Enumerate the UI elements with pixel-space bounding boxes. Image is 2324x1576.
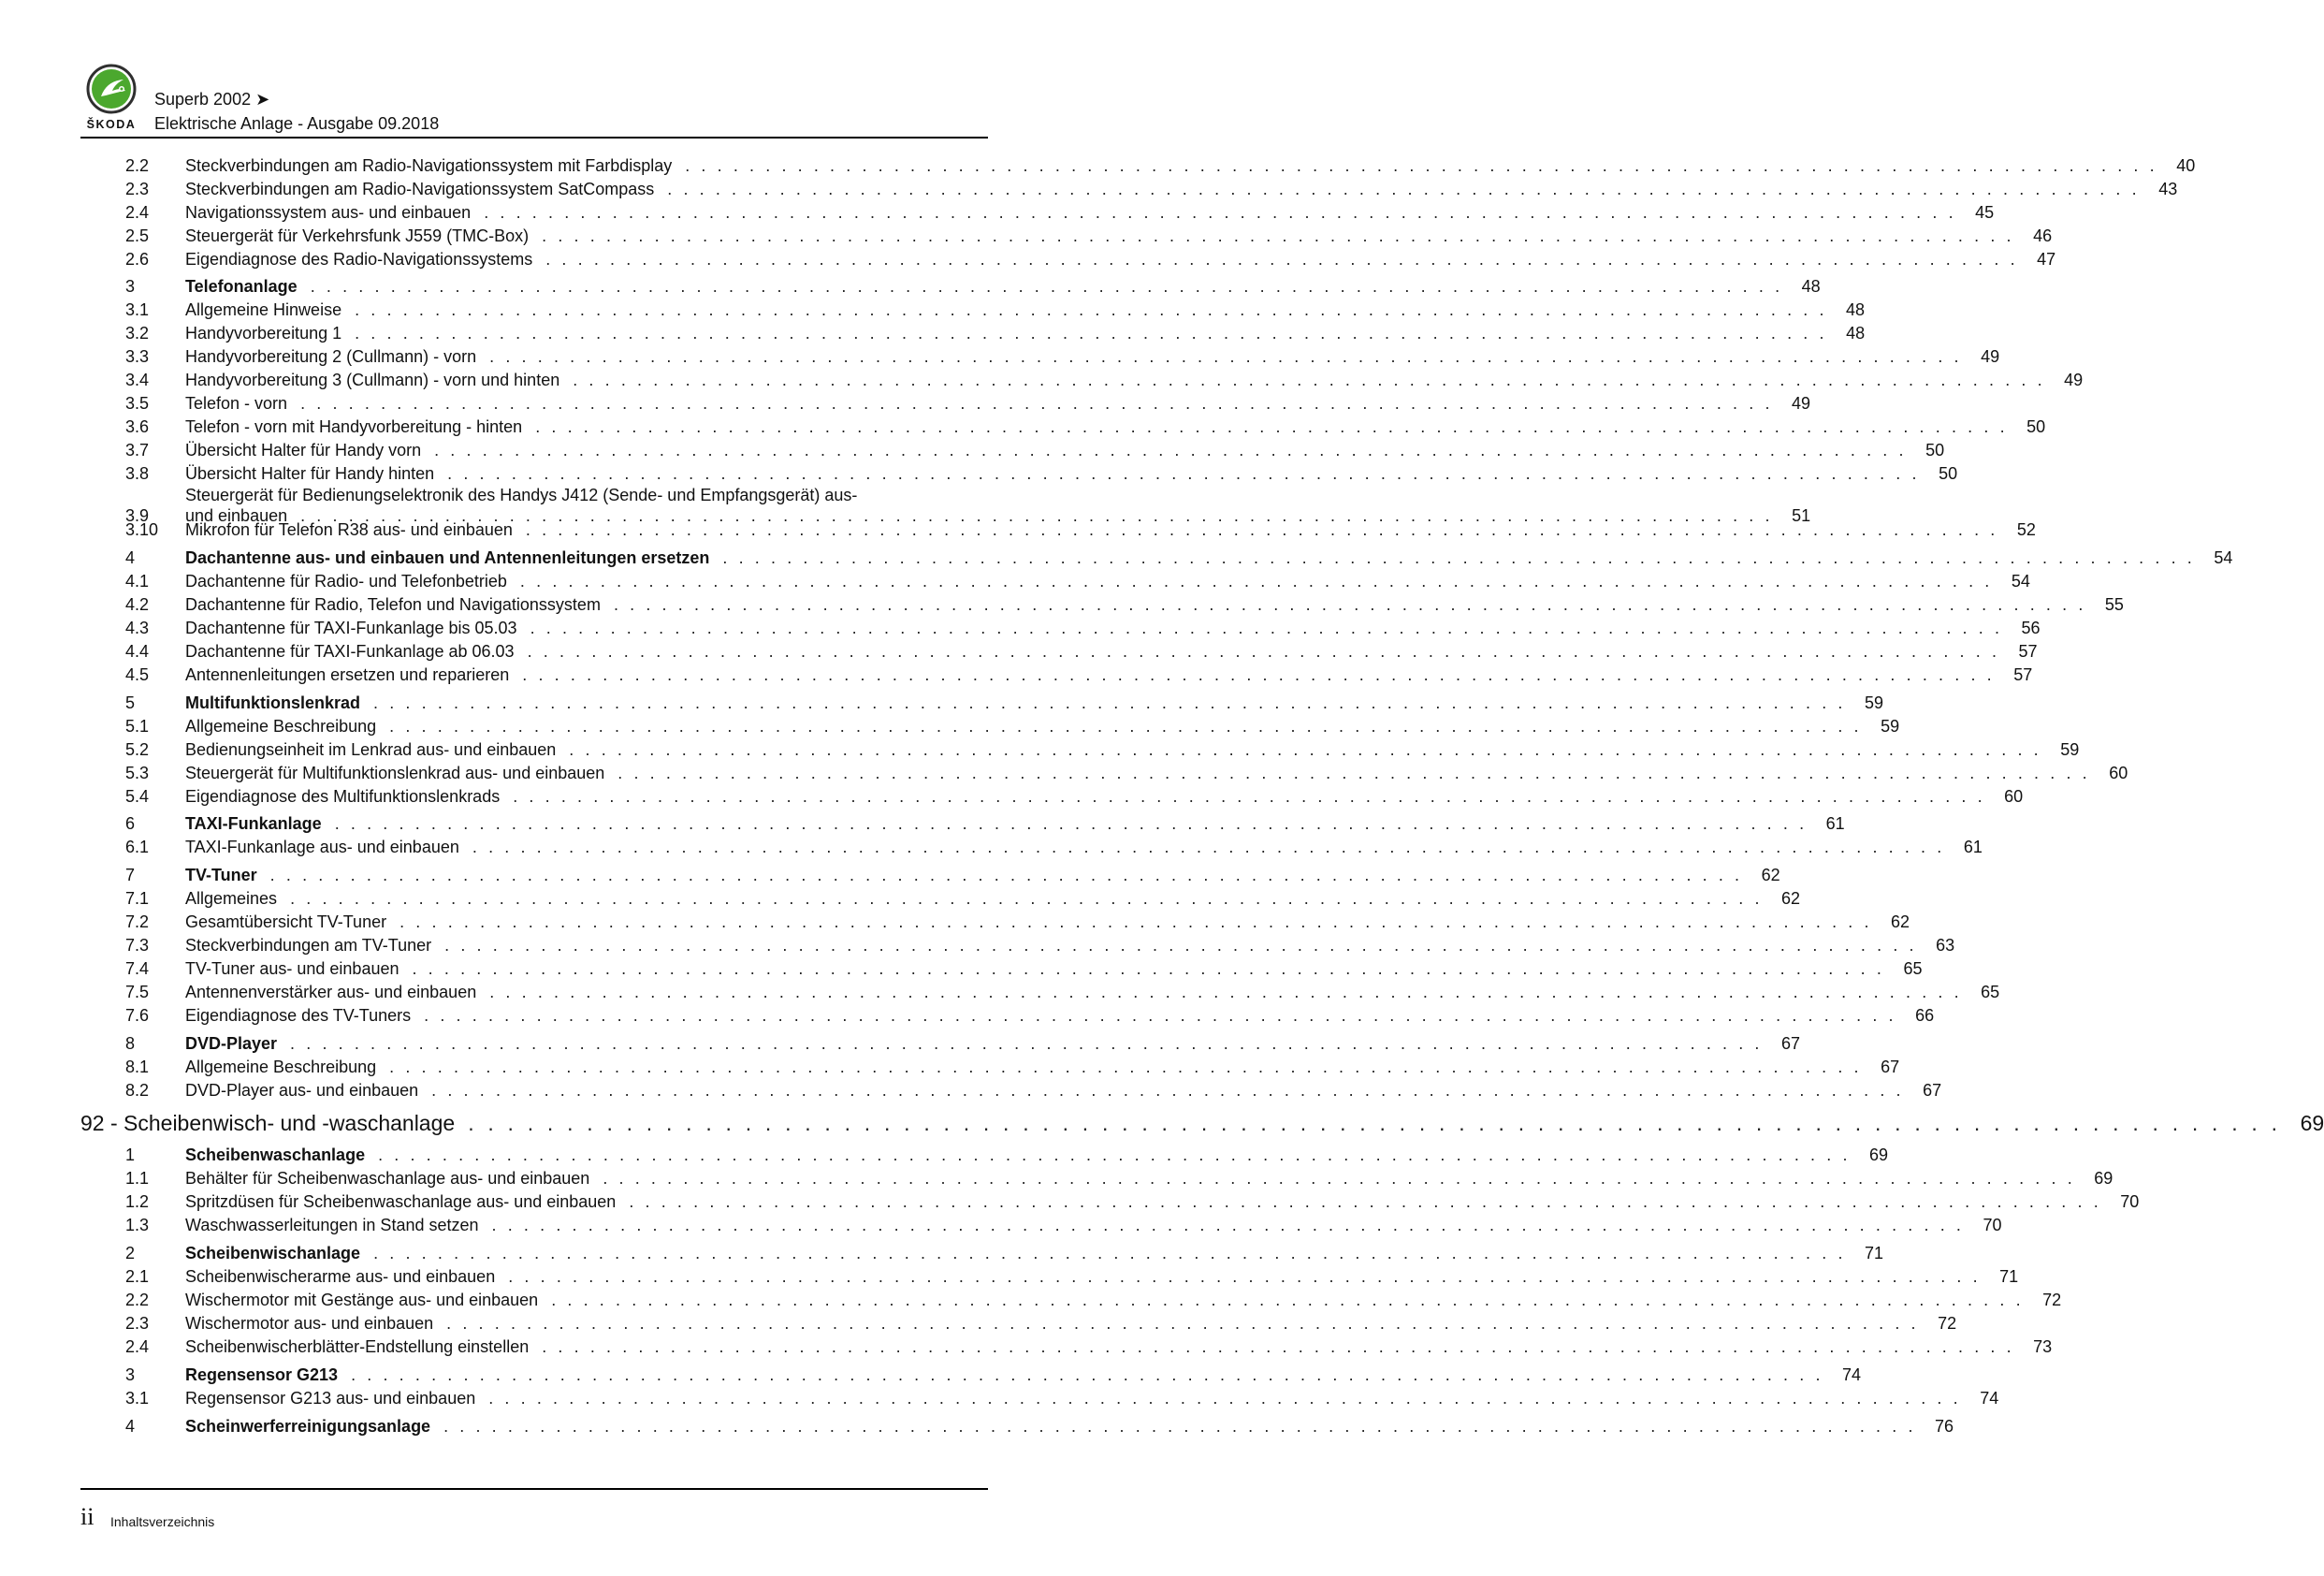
toc-page-number: 69 bbox=[1869, 1146, 1889, 1164]
toc-entry-title: Übersicht Halter für Handy hinten bbox=[185, 464, 435, 483]
toc-leader-dots: . . . . . . . . . . . . . . . . . . . . . . . . . . . . . . . . . . . . . . . . . . . . . . . . . . . . . . . . . . . . . . . . . . . . . . . . . . . . . . . . . . . . . . . . . . . . bbox=[629, 1192, 2102, 1211]
toc-entry[interactable] bbox=[125, 886, 1801, 909]
footer-label: Inhaltsverzeichnis bbox=[110, 1514, 215, 1529]
toc-page-number: 55 bbox=[2104, 595, 2124, 614]
toc-leader-dots: . . . . . . . . . . . . . . . . . . . . . . . . . . . . . . . . . . . . . . . . . . . . . . . . . . . . . . . . . . . . . . . . . . . . . . . . . . . . . . . . . . . . . . . . . . . . bbox=[373, 693, 1846, 712]
toc-page-number: 48 bbox=[1801, 277, 1821, 296]
toc-entry-title: Dachantenne für TAXI-Funkanlage bis 05.03 bbox=[185, 619, 517, 637]
toc-entry-number: 2.4 bbox=[125, 203, 150, 222]
toc-page-number: 66 bbox=[1915, 1006, 1935, 1025]
toc-entry-title: Dachantenne für Radio- und Telefonbetrieb bbox=[185, 572, 507, 591]
toc-leader-dots: . . . . . . . . . . . . . . . . . . . . . . . . . . . . . . . . . . . . . . . . . . . . . . . . . . . . . . . . . . . . . . . . . . . . . . . . . . . . . . . . . . . . . . . . . . . . bbox=[310, 277, 1783, 296]
toc-page-number: 70 bbox=[2120, 1192, 2140, 1211]
toc-entry-number: 4 bbox=[125, 1417, 136, 1436]
toc-entry[interactable] bbox=[125, 153, 2196, 176]
toc-entry[interactable] bbox=[125, 518, 2036, 540]
toc-entry-number: 2.3 bbox=[125, 1314, 150, 1333]
header-rule bbox=[80, 137, 988, 139]
toc-page-number: 62 bbox=[1761, 866, 1780, 884]
toc-entry-title: Allgemeine Beschreibung bbox=[185, 1058, 377, 1076]
toc-leader-dots: . . . . . . . . . . . . . . . . . . . . . . . . . . . . . . . . . . . . . . . . . . . . . . . . . . . . . . . . . . . . . . . . . . . . . . . . . . . . . . . . . . . . . . . . . . . . bbox=[472, 838, 1945, 856]
toc-entry-title: Behälter für Scheibenwaschanlage aus- und einbauen bbox=[185, 1169, 590, 1188]
toc-page-number: 54 bbox=[2011, 572, 2030, 591]
toc-entry-title: Scheibenwaschanlage bbox=[185, 1146, 366, 1164]
toc-page-number: 62 bbox=[1781, 889, 1801, 908]
toc-entry[interactable] bbox=[125, 224, 2053, 246]
toc-entry-title: Antennenleitungen ersetzen und reparieren bbox=[185, 665, 510, 684]
toc-entry-number: 7.2 bbox=[125, 912, 150, 931]
toc-entry[interactable] bbox=[125, 1213, 2002, 1235]
toc-page-number: 63 bbox=[1936, 936, 1955, 955]
toc-entry-number: 7.6 bbox=[125, 1006, 150, 1025]
toc-entry[interactable] bbox=[125, 1335, 2053, 1357]
toc-page-number: 73 bbox=[2033, 1337, 2053, 1356]
toc-page-number: 61 bbox=[1963, 838, 1983, 856]
toc-page-number: 70 bbox=[1983, 1216, 2002, 1234]
toc-entry[interactable] bbox=[125, 761, 2128, 783]
toc-entry-number: 4.5 bbox=[125, 665, 150, 684]
toc-entry[interactable] bbox=[125, 956, 1923, 979]
toc-entry-title: Steuergerät für Multifunktionslenkrad aus- und einbauen bbox=[185, 764, 605, 782]
toc-entry-number: 8 bbox=[125, 1034, 136, 1053]
toc-entry[interactable] bbox=[125, 200, 1995, 223]
toc-page-number: 59 bbox=[1881, 717, 1900, 736]
skoda-logo-icon bbox=[80, 64, 142, 116]
toc-entry-title: Navigationssystem aus- und einbauen bbox=[185, 203, 472, 222]
toc-entry[interactable] bbox=[125, 737, 2080, 760]
toc-entry-number: 6 bbox=[125, 814, 136, 833]
toc-entry-number: 3 bbox=[125, 1365, 136, 1384]
toc-entry-number: 7.1 bbox=[125, 889, 150, 908]
toc-entry-number: 2.6 bbox=[125, 250, 150, 269]
toc-section-entry[interactable] bbox=[125, 1414, 1954, 1437]
toc-entry-title: Allgemeine Hinweise bbox=[185, 300, 342, 319]
toc-entry-title: TAXI-Funkanlage bbox=[185, 814, 322, 833]
toc-entry[interactable] bbox=[125, 1264, 2019, 1287]
toc-leader-dots: . . . . . . . . . . . . . . . . . . . . . . . . . . . . . . . . . . . . . . . . . . . . . . . . . . . . . . . . . . . . . . . . . . . . . . . . . . . . . . . . . . . . . . . . . . . . bbox=[468, 1111, 2282, 1135]
toc-leader-dots: . . . . . . . . . . . . . . . . . . . . . . . . . . . . . . . . . . . . . . . . . . . . . . . . . . . . . . . . . . . . . . . . . . . . . . . . . . . . . . . . . . . . . . . . . . . . bbox=[290, 889, 1764, 908]
toc-entry-number: 2 bbox=[125, 1244, 136, 1262]
toc-entry-number: 6.1 bbox=[125, 838, 150, 856]
toc-page-number: 56 bbox=[2021, 619, 2041, 637]
toc-leader-dots: . . . . . . . . . . . . . . . . . . . . . . . . . . . . . . . . . . . . . . . . . . . . . . . . . . . . . . . . . . . . . . . . . . . . . . . . . . . . . . . . . . . . . . . . . . . . bbox=[300, 394, 1774, 413]
toc-entry-number: 4 bbox=[125, 548, 136, 567]
toc-entry-title: Mikrofon für Telefon R38 aus- und einbauen bbox=[185, 520, 513, 539]
toc-entry-title: Scheibenwischerarme aus- und einbauen bbox=[185, 1267, 496, 1286]
toc-entry-title: Regensensor G213 bbox=[185, 1365, 339, 1384]
toc-page-number: 74 bbox=[1980, 1389, 1999, 1408]
toc-entry-title: Allgemeine Beschreibung bbox=[185, 717, 377, 736]
toc-page-number: 57 bbox=[2018, 642, 2038, 661]
toc-entry-number: 5.2 bbox=[125, 740, 150, 759]
page-number: ii bbox=[80, 1503, 94, 1530]
toc-leader-dots: . . . . . . . . . . . . . . . . . . . . . . . . . . . . . . . . . . . . . . . . . . . . . . . . . . . . . . . . . . . . . . . . . . . . . . . . . . . . . . . . . . . . . . . . . . . . bbox=[530, 619, 2003, 637]
toc-entry[interactable] bbox=[125, 344, 2000, 367]
toc-entry[interactable] bbox=[125, 1078, 1942, 1101]
toc-entry[interactable] bbox=[125, 298, 1866, 320]
toc-entry-number: 4.4 bbox=[125, 642, 150, 661]
toc-entry[interactable] bbox=[125, 616, 2041, 638]
toc-entry-title: Handyvorbereitung 2 (Cullmann) - vorn bbox=[185, 347, 477, 366]
page-header bbox=[80, 64, 988, 137]
toc-section-entry[interactable] bbox=[125, 1241, 1884, 1263]
toc-entry-number: 3.2 bbox=[125, 324, 150, 343]
toc-entry-number: 2.5 bbox=[125, 226, 150, 245]
toc-entry[interactable] bbox=[125, 321, 1866, 343]
toc-section-entry[interactable] bbox=[125, 546, 2233, 568]
toc-page-number: 74 bbox=[1842, 1365, 1862, 1384]
toc-entry[interactable] bbox=[125, 639, 2038, 662]
toc-entry-title: Steuergerät für Bedienungselektronik des Handys J412 (Sende- und Empfangsgerät) aus- bbox=[185, 486, 858, 504]
toc-entry-number: 3.1 bbox=[125, 1389, 150, 1408]
toc-entry[interactable] bbox=[125, 1288, 2062, 1310]
toc-entry-number: 4.1 bbox=[125, 572, 150, 591]
toc-leader-dots: . . . . . . . . . . . . . . . . . . . . . . . . . . . . . . . . . . . . . . . . . . . . . . . . . . . . . . . . . . . . . . . . . . . . . . . . . . . . . . . . . . . . . . . . . . . . bbox=[355, 300, 1828, 319]
toc-entry[interactable] bbox=[125, 1386, 1999, 1408]
toc-entry-number: 5.3 bbox=[125, 764, 150, 782]
toc-page-number: 48 bbox=[1846, 324, 1866, 343]
toc-entry[interactable] bbox=[125, 592, 2124, 615]
toc-leader-dots: . . . . . . . . . . . . . . . . . . . . . . . . . . . . . . . . . . . . . . . . . . . . . . . . . . . . . . . . . . . . . . . . . . . . . . . . . . . . . . . . . . . . . . . . . . . . bbox=[290, 1034, 1764, 1053]
toc-page-number: 62 bbox=[1891, 912, 1910, 931]
toc-entry-number: 1.2 bbox=[125, 1192, 150, 1211]
toc-entry-title: Gesamtübersicht TV-Tuner bbox=[185, 912, 387, 931]
toc-leader-dots: . . . . . . . . . . . . . . . . . . . . . . . . . . . . . . . . . . . . . . . . . . . . . . . . . . . . . . . . . . . . . . . . . . . . . . . . . . . . . . . . . . . . . . . . . . . . bbox=[484, 203, 1957, 222]
toc-leader-dots: . . . . . . . . . . . . . . . . . . . . . . . . . . . . . . . . . . . . . . . . . . . . . . . . . . . . . . . . . . . . . . . . . . . . . . . . . . . . . . . . . . . . . . . . . . . . bbox=[389, 717, 1863, 736]
toc-page-number: 59 bbox=[2060, 740, 2080, 759]
toc-entry-title: Regensensor G213 aus- und einbauen bbox=[185, 1389, 476, 1408]
toc-leader-dots: . . . . . . . . . . . . . . . . . . . . . . . . . . . . . . . . . . . . . . . . . . . . . . . . . . . . . . . . . . . . . . . . . . . . . . . . . . . . . . . . . . . . . . . . . . . . bbox=[424, 1006, 1897, 1025]
toc-entry-number: 5 bbox=[125, 693, 136, 712]
toc-leader-dots: . . . . . . . . . . . . . . . . . . . . . . . . . . . . . . . . . . . . . . . . . . . . . . . . . . . . . . . . . . . . . . . . . . . . . . . . . . . . . . . . . . . . . . . . . . . . bbox=[527, 642, 2000, 661]
toc-entry-title: Wischermotor mit Gestänge aus- und einbauen bbox=[185, 1291, 539, 1309]
toc-leader-dots: . . . . . . . . . . . . . . . . . . . . . . . . . . . . . . . . . . . . . . . . . . . . . . . . . . . . . . . . . . . . . . . . . . . . . . . . . . . . . . . . . . . . . . . . . . . . bbox=[685, 156, 2158, 175]
toc-entry-number: 4.2 bbox=[125, 595, 150, 614]
brand-wordmark: ŠKODA bbox=[86, 118, 137, 131]
toc-entry-number: 8.1 bbox=[125, 1058, 150, 1076]
toc-entry-title: Multifunktionslenkrad bbox=[185, 693, 361, 712]
toc-page-number: 50 bbox=[2026, 417, 2046, 436]
toc-entry-number: 2.3 bbox=[125, 180, 150, 198]
toc-entry-number: 2.2 bbox=[125, 1291, 150, 1309]
toc-leader-dots: . . . . . . . . . . . . . . . . . . . . . . . . . . . . . . . . . . . . . . . . . . . . . . . . . . . . . . . . . . . . . . . . . . . . . . . . . . . . . . . . . . . . . . . . . . . . bbox=[351, 1365, 1824, 1384]
toc-page-number: 71 bbox=[1999, 1267, 2019, 1286]
toc-entry-number: 2.1 bbox=[125, 1267, 150, 1286]
toc-entry-title: Bedienungseinheit im Lenkrad aus- und einbauen bbox=[185, 740, 557, 759]
toc-page-number: 49 bbox=[1792, 394, 1811, 413]
toc-page-number: 65 bbox=[1903, 959, 1923, 978]
toc-leader-dots: . . . . . . . . . . . . . . . . . . . . . . . . . . . . . . . . . . . . . . . . . . . . . . . . . . . . . . . . . . . . . . . . . . . . . . . . . . . . . . . . . . . . . . . . . . . . bbox=[373, 1244, 1847, 1262]
toc-leader-dots: . . . . . . . . . . . . . . . . . . . . . . . . . . . . . . . . . . . . . . . . . . . . . . . . . . . . . . . . . . . . . . . . . . . . . . . . . . . . . . . . . . . . . . . . . . . . bbox=[542, 226, 2015, 245]
toc-entry-title-continued: und einbauen bbox=[185, 506, 288, 525]
toc-leader-dots: . . . . . . . . . . . . . . . . . . . . . . . . . . . . . . . . . . . . . . . . . . . . . . . . . . . . . . . . . . . . . . . . . . . . . . . . . . . . . . . . . . . . . . . . . . . . bbox=[722, 548, 2196, 567]
toc-entry-title: Telefon - vorn bbox=[185, 394, 288, 413]
toc-page-number: 61 bbox=[1825, 814, 1845, 833]
toc-leader-dots: . . . . . . . . . . . . . . . . . . . . . . . . . . . . . . . . . . . . . . . . . . . . . . . . . . . . . . . . . . . . . . . . . . . . . . . . . . . . . . . . . . . . . . . . . . . . bbox=[573, 371, 2046, 389]
toc-page-number: 67 bbox=[1781, 1034, 1801, 1053]
toc-entry-title: DVD-Player bbox=[185, 1034, 278, 1053]
toc-entry-number: 1.3 bbox=[125, 1216, 150, 1234]
toc-leader-dots: . . . . . . . . . . . . . . . . . . . . . . . . . . . . . . . . . . . . . . . . . . . . . . . . . . . . . . . . . . . . . . . . . . . . . . . . . . . . . . . . . . . . . . . . . . . . bbox=[542, 1337, 2015, 1356]
toc-entry-title: TV-Tuner aus- und einbauen bbox=[185, 959, 399, 978]
toc-page-number: 48 bbox=[1846, 300, 1866, 319]
toc-leader-dots: . . . . . . . . . . . . . . . . . . . . . . . . . . . . . . . . . . . . . . . . . . . . . . . . . . . . . . . . . . . . . . . . . . . . . . . . . . . . . . . . . . . . . . . . . . . . bbox=[491, 1216, 1965, 1234]
toc-page-number: 76 bbox=[1935, 1417, 1954, 1436]
toc-leader-dots: . . . . . . . . . . . . . . . . . . . . . . . . . . . . . . . . . . . . . . . . . . . . . . . . . . . . . . . . . . . . . . . . . . . . . . . . . . . . . . . . . . . . . . . . . . . . bbox=[355, 324, 1828, 343]
toc-section-entry[interactable] bbox=[125, 691, 1883, 713]
toc-leader-dots: . . . . . . . . . . . . . . . . . . . . . . . . . . . . . . . . . . . . . . . . . . . . . . . . . . . . . . . . . . . . . . . . . . . . . . . . . . . . . . . . . . . . . . . . . . . . bbox=[613, 595, 2086, 614]
toc-entry[interactable] bbox=[125, 784, 2024, 807]
toc-entry[interactable] bbox=[125, 1055, 1900, 1077]
toc-leader-dots: . . . . . . . . . . . . . . . . . . . . . . . . . . . . . . . . . . . . . . . . . . . . . . . . . . . . . . . . . . . . . . . . . . . . . . . . . . . . . . . . . . . . . . . . . . . . bbox=[525, 520, 1998, 539]
toc-section-entry[interactable] bbox=[125, 1143, 1889, 1165]
toc-leader-dots: . . . . . . . . . . . . . . . . . . . . . . . . . . . . . . . . . . . . . . . . . . . . . . . . . . . . . . . . . . . . . . . . . . . . . . . . . . . . . . . . . . . . . . . . . . . . bbox=[412, 959, 1885, 978]
toc-entry-title: Wischermotor aus- und einbauen bbox=[185, 1314, 434, 1333]
toc-entry-title: Scheibenwischanlage bbox=[185, 1244, 361, 1262]
toc-entry-title: Spritzdüsen für Scheibenwaschanlage aus- und einbauen bbox=[185, 1192, 617, 1211]
toc-leader-dots: . . . . . . . . . . . . . . . . . . . . . . . . . . . . . . . . . . . . . . . . . . . . . . . . . . . . . . . . . . . . . . . . . . . . . . . . . . . . . . . . . . . . . . . . . . . . bbox=[334, 814, 1808, 833]
toc-entry-title: Steuergerät für Verkehrsfunk J559 (TMC-Box) bbox=[185, 226, 530, 245]
toc-entry-number: 5.1 bbox=[125, 717, 150, 736]
toc-entry-number: 1 bbox=[125, 1146, 136, 1164]
toc-leader-dots: . . . . . . . . . . . . . . . . . . . . . . . . . . . . . . . . . . . . . . . . . . . . . . . . . . . . . . . . . . . . . . . . . . . . . . . . . . . . . . . . . . . . . . . . . . . . bbox=[389, 1058, 1863, 1076]
toc-page-number: 69 bbox=[2094, 1169, 2113, 1188]
toc-page-number: 54 bbox=[2214, 548, 2233, 567]
toc-leader-dots: . . . . . . . . . . . . . . . . . . . . . . . . . . . . . . . . . . . . . . . . . . . . . . . . . . . . . . . . . . . . . . . . . . . . . . . . . . . . . . . . . . . . . . . . . . . . bbox=[399, 912, 1873, 931]
toc-entry[interactable] bbox=[125, 177, 2178, 199]
toc-entry-number: 3.4 bbox=[125, 371, 150, 389]
toc-page-number: 52 bbox=[2016, 520, 2036, 539]
toc-leader-dots: . . . . . . . . . . . . . . . . . . . . . . . . . . . . . . . . . . . . . . . . . . . . . . . . . . . . . . . . . . . . . . . . . . . . . . . . . . . . . . . . . . . . . . . . . . . . bbox=[443, 1417, 1917, 1436]
toc-page-number: 60 bbox=[2004, 787, 2024, 806]
toc-entry-title: Eigendiagnose des TV-Tuners bbox=[185, 1006, 412, 1025]
toc-page-number: 46 bbox=[2033, 226, 2053, 245]
footer-rule bbox=[80, 1488, 988, 1490]
toc-leader-dots: . . . . . . . . . . . . . . . . . . . . . . . . . . . . . . . . . . . . . . . . . . . . . . . . . . . . . . . . . . . . . . . . . . . . . . . . . . . . . . . . . . . . . . . . . . . . bbox=[617, 764, 2091, 782]
toc-leader-dots: . . . . . . . . . . . . . . . . . . . . . . . . . . . . . . . . . . . . . . . . . . . . . . . . . . . . . . . . . . . . . . . . . . . . . . . . . . . . . . . . . . . . . . . . . . . . bbox=[667, 180, 2141, 198]
toc-page-number: 71 bbox=[1865, 1244, 1884, 1262]
toc-leader-dots: . . . . . . . . . . . . . . . . . . . . . . . . . . . . . . . . . . . . . . . . . . . . . . . . . . . . . . . . . . . . . . . . . . . . . . . . . . . . . . . . . . . . . . . . . . . . bbox=[551, 1291, 2025, 1309]
toc-section-entry[interactable] bbox=[125, 1363, 1862, 1385]
toc-entry-number: 2.2 bbox=[125, 156, 150, 175]
toc-entry-number: 7.4 bbox=[125, 959, 150, 978]
toc-page-number: 72 bbox=[1938, 1314, 1957, 1333]
toc-leader-dots: . . . . . . . . . . . . . . . . . . . . . . . . . . . . . . . . . . . . . . . . . . . . . . . . . . . . . . . . . . . . . . . . . . . . . . . . . . . . . . . . . . . . . . . . . . . . bbox=[300, 506, 1774, 525]
toc-entry[interactable] bbox=[125, 980, 2000, 1002]
toc-entry-title: Telefonanlage bbox=[185, 277, 298, 296]
toc-entry-number: 3.10 bbox=[125, 520, 159, 539]
toc-page-number: 49 bbox=[2064, 371, 2084, 389]
toc-entry-title: DVD-Player aus- und einbauen bbox=[185, 1081, 419, 1100]
toc-leader-dots: . . . . . . . . . . . . . . . . . . . . . . . . . . . . . . . . . . . . . . . . . . . . . . . . . . . . . . . . . . . . . . . . . . . . . . . . . . . . . . . . . . . . . . . . . . . . bbox=[508, 1267, 1982, 1286]
skoda-logo bbox=[80, 64, 142, 137]
toc-entry-number: 3.6 bbox=[125, 417, 150, 436]
toc-entry-title: Handyvorbereitung 1 bbox=[185, 324, 342, 343]
toc-leader-dots: . . . . . . . . . . . . . . . . . . . . . . . . . . . . . . . . . . . . . . . . . . . . . . . . . . . . . . . . . . . . . . . . . . . . . . . . . . . . . . . . . . . . . . . . . . . . bbox=[569, 740, 2042, 759]
toc-section-entry[interactable] bbox=[125, 811, 1845, 834]
toc-entry-title: Allgemeines bbox=[185, 889, 278, 908]
toc-entry-number: 7 bbox=[125, 866, 136, 884]
toc-page-number: 47 bbox=[2037, 250, 2056, 269]
toc-entry-number: 7.3 bbox=[125, 936, 150, 955]
toc-entry-title: Waschwasserleitungen in Stand setzen bbox=[185, 1216, 479, 1234]
toc-entry-title: 92 - Scheibenwisch- und -waschanlage bbox=[80, 1111, 456, 1135]
toc-entry-number: 3.5 bbox=[125, 394, 150, 413]
toc-page-number: 49 bbox=[1981, 347, 2000, 366]
toc-page-number: 59 bbox=[1864, 693, 1883, 712]
toc-entry[interactable] bbox=[125, 569, 2030, 591]
toc-entry-number: 3.3 bbox=[125, 347, 150, 366]
toc-leader-dots: . . . . . . . . . . . . . . . . . . . . . . . . . . . . . . . . . . . . . . . . . . . . . . . . . . . . . . . . . . . . . . . . . . . . . . . . . . . . . . . . . . . . . . . . . . . . bbox=[522, 665, 1996, 684]
toc-entry-number: 5.4 bbox=[125, 787, 150, 806]
toc-page-number: 60 bbox=[2109, 764, 2128, 782]
toc-entry-title: TV-Tuner bbox=[185, 866, 257, 884]
toc-page-number: 65 bbox=[1981, 983, 2000, 1001]
toc-entry[interactable] bbox=[125, 1189, 2140, 1212]
toc-leader-dots: . . . . . . . . . . . . . . . . . . . . . . . . . . . . . . . . . . . . . . . . . . . . . . . . . . . . . . . . . . . . . . . . . . . . . . . . . . . . . . . . . . . . . . . . . . . . bbox=[431, 1081, 1905, 1100]
toc-entry[interactable] bbox=[125, 933, 1955, 956]
toc-entry-number: 3.8 bbox=[125, 464, 150, 483]
toc-chapter-entry[interactable] bbox=[80, 1108, 2324, 1136]
toc-leader-dots: . . . . . . . . . . . . . . . . . . . . . . . . . . . . . . . . . . . . . . . . . . . . . . . . . . . . . . . . . . . . . . . . . . . . . . . . . . . . . . . . . . . . . . . . . . . . bbox=[489, 983, 1963, 1001]
toc-leader-dots: . . . . . . . . . . . . . . . . . . . . . . . . . . . . . . . . . . . . . . . . . . . . . . . . . . . . . . . . . . . . . . . . . . . . . . . . . . . . . . . . . . . . . . . . . . . . bbox=[513, 787, 1986, 806]
toc-entry[interactable] bbox=[125, 391, 1811, 414]
document-title: Superb 2002 ➤ bbox=[154, 90, 270, 109]
toc-page-number: 50 bbox=[1939, 464, 1958, 483]
toc-entry-title: Dachantenne für TAXI-Funkanlage ab 06.03 bbox=[185, 642, 515, 661]
toc-entry-title: Telefon - vorn mit Handyvorbereitung - hinten bbox=[185, 417, 523, 436]
toc-page-number: 72 bbox=[2042, 1291, 2062, 1309]
toc-page-number: 69 bbox=[2300, 1111, 2324, 1135]
toc-entry-number: 8.2 bbox=[125, 1081, 150, 1100]
toc-entry-title: Scheinwerferreinigungsanlage bbox=[185, 1417, 431, 1436]
toc-leader-dots: . . . . . . . . . . . . . . . . . . . . . . . . . . . . . . . . . . . . . . . . . . . . . . . . . . . . . . . . . . . . . . . . . . . . . . . . . . . . . . . . . . . . . . . . . . . . bbox=[447, 464, 1921, 483]
toc-leader-dots: . . . . . . . . . . . . . . . . . . . . . . . . . . . . . . . . . . . . . . . . . . . . . . . . . . . . . . . . . . . . . . . . . . . . . . . . . . . . . . . . . . . . . . . . . . . . bbox=[489, 347, 1963, 366]
toc-entry[interactable] bbox=[125, 835, 1983, 857]
toc-leader-dots: . . . . . . . . . . . . . . . . . . . . . . . . . . . . . . . . . . . . . . . . . . . . . . . . . . . . . . . . . . . . . . . . . . . . . . . . . . . . . . . . . . . . . . . . . . . . bbox=[603, 1169, 2076, 1188]
toc-entry-title: Scheibenwischerblätter-Endstellung einstellen bbox=[185, 1337, 530, 1356]
toc-section-entry[interactable] bbox=[125, 863, 1780, 885]
toc-page-number: 67 bbox=[1881, 1058, 1900, 1076]
toc-leader-dots: . . . . . . . . . . . . . . . . . . . . . . . . . . . . . . . . . . . . . . . . . . . . . . . . . . . . . . . . . . . . . . . . . . . . . . . . . . . . . . . . . . . . . . . . . . . . bbox=[488, 1389, 1962, 1408]
toc-entry[interactable] bbox=[125, 368, 2084, 390]
toc-page-number: 50 bbox=[1925, 441, 1945, 460]
toc-leader-dots: . . . . . . . . . . . . . . . . . . . . . . . . . . . . . . . . . . . . . . . . . . . . . . . . . . . . . . . . . . . . . . . . . . . . . . . . . . . . . . . . . . . . . . . . . . . . bbox=[519, 572, 1993, 591]
toc-page-number: 57 bbox=[2013, 665, 2033, 684]
toc-entry-title: Steckverbindungen am TV-Tuner bbox=[185, 936, 432, 955]
toc-entry-title: Dachantenne aus- und einbauen und Antennenleitungen ersetzen bbox=[185, 548, 710, 567]
toc-entry[interactable] bbox=[125, 910, 1910, 932]
toc-entry[interactable] bbox=[125, 714, 1900, 737]
toc-entry-title: Antennenverstärker aus- und einbauen bbox=[185, 983, 477, 1001]
toc-leader-dots: . . . . . . . . . . . . . . . . . . . . . . . . . . . . . . . . . . . . . . . . . . . . . . . . . . . . . . . . . . . . . . . . . . . . . . . . . . . . . . . . . . . . . . . . . . . . bbox=[545, 250, 2019, 269]
toc-entry-number: 7.5 bbox=[125, 983, 150, 1001]
toc-page-number: 40 bbox=[2176, 156, 2196, 175]
toc-section-entry[interactable] bbox=[125, 274, 1821, 297]
toc-leader-dots: . . . . . . . . . . . . . . . . . . . . . . . . . . . . . . . . . . . . . . . . . . . . . . . . . . . . . . . . . . . . . . . . . . . . . . . . . . . . . . . . . . . . . . . . . . . . bbox=[434, 441, 1908, 460]
toc-entry[interactable] bbox=[125, 438, 1945, 460]
toc-page-number: 67 bbox=[1923, 1081, 1942, 1100]
toc-entry-number: 3.1 bbox=[125, 300, 150, 319]
toc-section-entry[interactable] bbox=[125, 1031, 1801, 1054]
toc-entry[interactable] bbox=[125, 1311, 1957, 1334]
toc-page-number: 51 bbox=[1792, 506, 1811, 525]
toc-entry-title: Steckverbindungen am Radio-Navigationssystem mit Farbdisplay bbox=[185, 156, 673, 175]
toc-entry[interactable] bbox=[125, 1003, 1935, 1026]
toc-entry[interactable] bbox=[125, 663, 2033, 685]
toc-entry-title: Handyvorbereitung 3 (Cullmann) - vorn und hinten bbox=[185, 371, 560, 389]
toc-entry[interactable] bbox=[125, 1166, 2113, 1189]
toc-leader-dots: . . . . . . . . . . . . . . . . . . . . . . . . . . . . . . . . . . . . . . . . . . . . . . . . . . . . . . . . . . . . . . . . . . . . . . . . . . . . . . . . . . . . . . . . . . . . bbox=[446, 1314, 1920, 1333]
toc-leader-dots: . . . . . . . . . . . . . . . . . . . . . . . . . . . . . . . . . . . . . . . . . . . . . . . . . . . . . . . . . . . . . . . . . . . . . . . . . . . . . . . . . . . . . . . . . . . . bbox=[535, 417, 2009, 436]
toc-entry-number: 4.3 bbox=[125, 619, 150, 637]
toc-leader-dots: . . . . . . . . . . . . . . . . . . . . . . . . . . . . . . . . . . . . . . . . . . . . . . . . . . . . . . . . . . . . . . . . . . . . . . . . . . . . . . . . . . . . . . . . . . . . bbox=[378, 1146, 1852, 1164]
toc-entry-number: 3.9 bbox=[125, 506, 150, 525]
toc-entry-number: 1.1 bbox=[125, 1169, 150, 1188]
toc-entry[interactable] bbox=[125, 247, 2056, 270]
toc-page-number: 43 bbox=[2158, 180, 2178, 198]
toc-entry-title: Eigendiagnose des Multifunktionslenkrads bbox=[185, 787, 501, 806]
toc-leader-dots: . . . . . . . . . . . . . . . . . . . . . . . . . . . . . . . . . . . . . . . . . . . . . . . . . . . . . . . . . . . . . . . . . . . . . . . . . . . . . . . . . . . . . . . . . . . . bbox=[444, 936, 1918, 955]
toc-entry-title: Dachantenne für Radio, Telefon und Navigationssystem bbox=[185, 595, 601, 614]
toc-entry-title: Eigendiagnose des Radio-Navigationssystems bbox=[185, 250, 533, 269]
toc-entry-number: 3 bbox=[125, 277, 136, 296]
toc-entry-title: Steckverbindungen am Radio-Navigationssystem SatCompass bbox=[185, 180, 655, 198]
toc-entry-title: TAXI-Funkanlage aus- und einbauen bbox=[185, 838, 459, 856]
toc-entry[interactable] bbox=[125, 415, 2046, 437]
toc-entry-title: Übersicht Halter für Handy vorn bbox=[185, 441, 422, 460]
toc-leader-dots: . . . . . . . . . . . . . . . . . . . . . . . . . . . . . . . . . . . . . . . . . . . . . . . . . . . . . . . . . . . . . . . . . . . . . . . . . . . . . . . . . . . . . . . . . . . . bbox=[269, 866, 1743, 884]
toc-entry-number: 2.4 bbox=[125, 1337, 150, 1356]
toc-entry-number: 3.7 bbox=[125, 441, 150, 460]
document-subtitle: Elektrische Anlage - Ausgabe 09.2018 bbox=[154, 114, 440, 133]
toc-page-number: 45 bbox=[1975, 203, 1995, 222]
